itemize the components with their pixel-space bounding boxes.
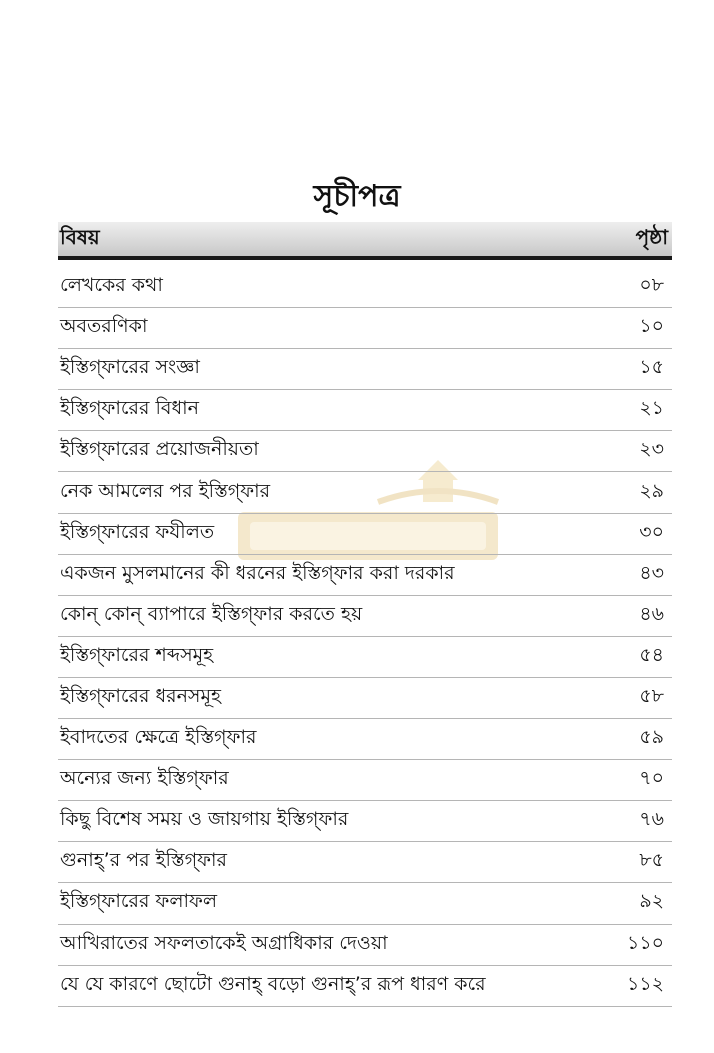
entry-page: ২১ (639, 397, 664, 420)
page-title: সূচীপত্র (313, 179, 401, 214)
entry-page: ৪৬ (639, 602, 664, 625)
entry-page: ১১০ (626, 931, 664, 954)
toc-row[interactable] (58, 883, 672, 924)
toc-row[interactable] (58, 719, 672, 760)
entry-title: অন্যের জন্য ইস্তিগ্‌ফার (60, 767, 229, 790)
toc-row[interactable] (58, 555, 672, 596)
page-column-header: পৃষ্ঠা (635, 224, 668, 249)
entry-title: ইস্তিগ্‌ফারের বিধান (60, 397, 199, 420)
entry-title: ইস্তিগ্‌ফারের ফযীলত (60, 520, 215, 543)
entry-title: ইস্তিগ্‌ফারের ফলাফল (60, 890, 218, 913)
toc-rows (58, 267, 672, 1007)
entry-page: ১০ (639, 315, 664, 338)
entry-title: লেখকের কথা (60, 274, 163, 297)
toc-row[interactable] (58, 349, 672, 390)
subject-column-header: বিষয় (60, 224, 100, 249)
entry-page: ৯২ (639, 890, 664, 913)
entry-title: ইস্তিগ্‌ফারের প্রয়োজনীয়তা (60, 438, 259, 461)
entry-page: ৮৫ (639, 849, 664, 872)
entry-title: অবতরণিকা (60, 315, 148, 338)
entry-page: ৭৬ (639, 808, 664, 831)
entry-title: ইস্তিগ্‌ফারের ধরনসমূহ (60, 684, 222, 707)
entry-page: ৩০ (639, 520, 664, 543)
entry-page: ৫৪ (639, 643, 664, 666)
entry-title: ইবাদতের ক্ষেত্রে ইস্তিগ্‌ফার (60, 726, 257, 749)
toc-row[interactable] (58, 514, 672, 555)
toc-row[interactable] (58, 760, 672, 801)
toc-row[interactable] (58, 842, 672, 883)
entry-title: ইস্তিগ্‌ফারের সংজ্ঞা (60, 356, 200, 379)
toc-row[interactable] (58, 966, 672, 1007)
entry-title: কিছু বিশেষ সময় ও জায়গায় ইস্তিগ্‌ফার (60, 808, 349, 831)
table-of-contents (58, 222, 672, 1007)
toc-row[interactable] (58, 925, 672, 966)
toc-row[interactable] (58, 596, 672, 637)
entry-page: ৭০ (639, 767, 664, 790)
entry-page: ২৯ (639, 479, 664, 502)
entry-title: ইস্তিগ্‌ফারের শব্দসমূহ (60, 643, 214, 666)
entry-page: ২৩ (639, 438, 664, 461)
toc-row[interactable] (58, 390, 672, 431)
entry-page: ১৫ (639, 356, 664, 379)
entry-title: একজন মুসলমানের কী ধরনের ইস্তিগ্‌ফার করা দরকার (60, 561, 455, 584)
toc-header (58, 222, 672, 260)
entry-title: গুনাহ্‌’র পর ইস্তিগ্‌ফার (60, 849, 227, 872)
toc-row[interactable] (58, 637, 672, 678)
toc-row[interactable] (58, 678, 672, 719)
toc-row[interactable] (58, 267, 672, 308)
entry-page: ০৮ (639, 274, 664, 297)
toc-row[interactable] (58, 308, 672, 349)
entry-title: যে যে কারণে ছোটো গুনাহ্‌ বড়ো গুনাহ্‌’র রূপ ধারণ করে (60, 972, 486, 995)
toc-row[interactable] (58, 472, 672, 513)
entry-page: ৪৩ (639, 561, 664, 584)
entry-page: ১১২ (626, 972, 664, 995)
entry-page: ৫৮ (639, 684, 664, 707)
entry-title: আখিরাতের সফলতাকেই অগ্রাধিকার দেওয়া (60, 931, 388, 954)
entry-title: কোন্‌ কোন্‌ ব্যাপারে ইস্তিগ্‌ফার করতে হয় (60, 602, 363, 625)
entry-page: ৫৯ (639, 726, 664, 749)
entry-title: নেক আমলের পর ইস্তিগ্‌ফার (60, 479, 271, 502)
toc-row[interactable] (58, 431, 672, 472)
toc-row[interactable] (58, 801, 672, 842)
